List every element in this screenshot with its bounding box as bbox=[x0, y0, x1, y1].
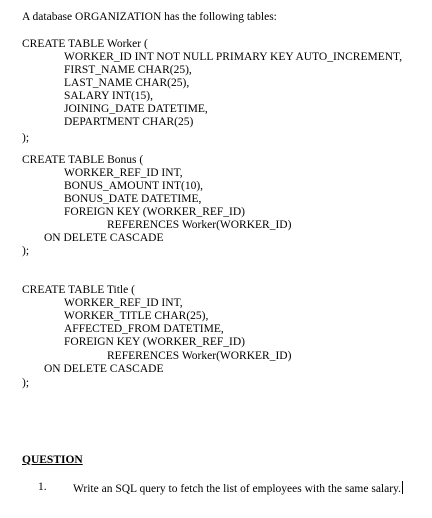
bonus-column-line: BONUS_DATE DATETIME, bbox=[64, 193, 202, 205]
bonus-column-line: BONUS_AMOUNT INT(10), bbox=[64, 180, 204, 192]
title-references-line: REFERENCES Worker(WORKER_ID) bbox=[107, 350, 292, 362]
title-column-line: FOREIGN KEY (WORKER_REF_ID) bbox=[64, 336, 246, 348]
title-table-close: ); bbox=[22, 377, 30, 389]
question-text-block[interactable] bbox=[73, 481, 403, 496]
worker-column-line: LAST_NAME CHAR(25), bbox=[64, 77, 190, 89]
intro-text: A database ORGANIZATION has the following tables: bbox=[22, 11, 277, 23]
bonus-table-header: CREATE TABLE Bonus ( bbox=[22, 154, 144, 166]
worker-table-close: ); bbox=[22, 132, 30, 144]
title-column-line: AFFECTED_FROM DATETIME, bbox=[64, 323, 224, 335]
title-column-line: WORKER_REF_ID INT, bbox=[64, 297, 183, 309]
bonus-column-line: FOREIGN KEY (WORKER_REF_ID) bbox=[64, 206, 246, 218]
worker-column-line: DEPARTMENT CHAR(25) bbox=[64, 116, 194, 128]
title-column-line: WORKER_TITLE CHAR(25), bbox=[64, 310, 209, 322]
bonus-table-close: ); bbox=[22, 245, 30, 257]
question-number: 1. bbox=[38, 481, 47, 493]
text-cursor bbox=[402, 481, 404, 494]
question-text: Write an SQL query to fetch the list of employees with the same salary. bbox=[73, 483, 401, 495]
title-table-header: CREATE TABLE Title ( bbox=[22, 284, 135, 296]
bonus-on-delete-line: ON DELETE CASCADE bbox=[44, 232, 164, 244]
worker-table-header: CREATE TABLE Worker ( bbox=[22, 38, 148, 50]
bonus-column-line: WORKER_REF_ID INT, bbox=[64, 167, 183, 179]
worker-column-line: SALARY INT(15), bbox=[64, 90, 154, 102]
title-on-delete-line: ON DELETE CASCADE bbox=[44, 363, 164, 375]
question-heading: QUESTION bbox=[22, 454, 83, 466]
bonus-references-line: REFERENCES Worker(WORKER_ID) bbox=[107, 219, 292, 231]
worker-column-line: WORKER_ID INT NOT NULL PRIMARY KEY AUTO_INCREMENT, bbox=[64, 51, 403, 63]
worker-column-line: JOINING_DATE DATETIME, bbox=[64, 103, 208, 115]
worker-column-line: FIRST_NAME CHAR(25), bbox=[64, 64, 192, 76]
